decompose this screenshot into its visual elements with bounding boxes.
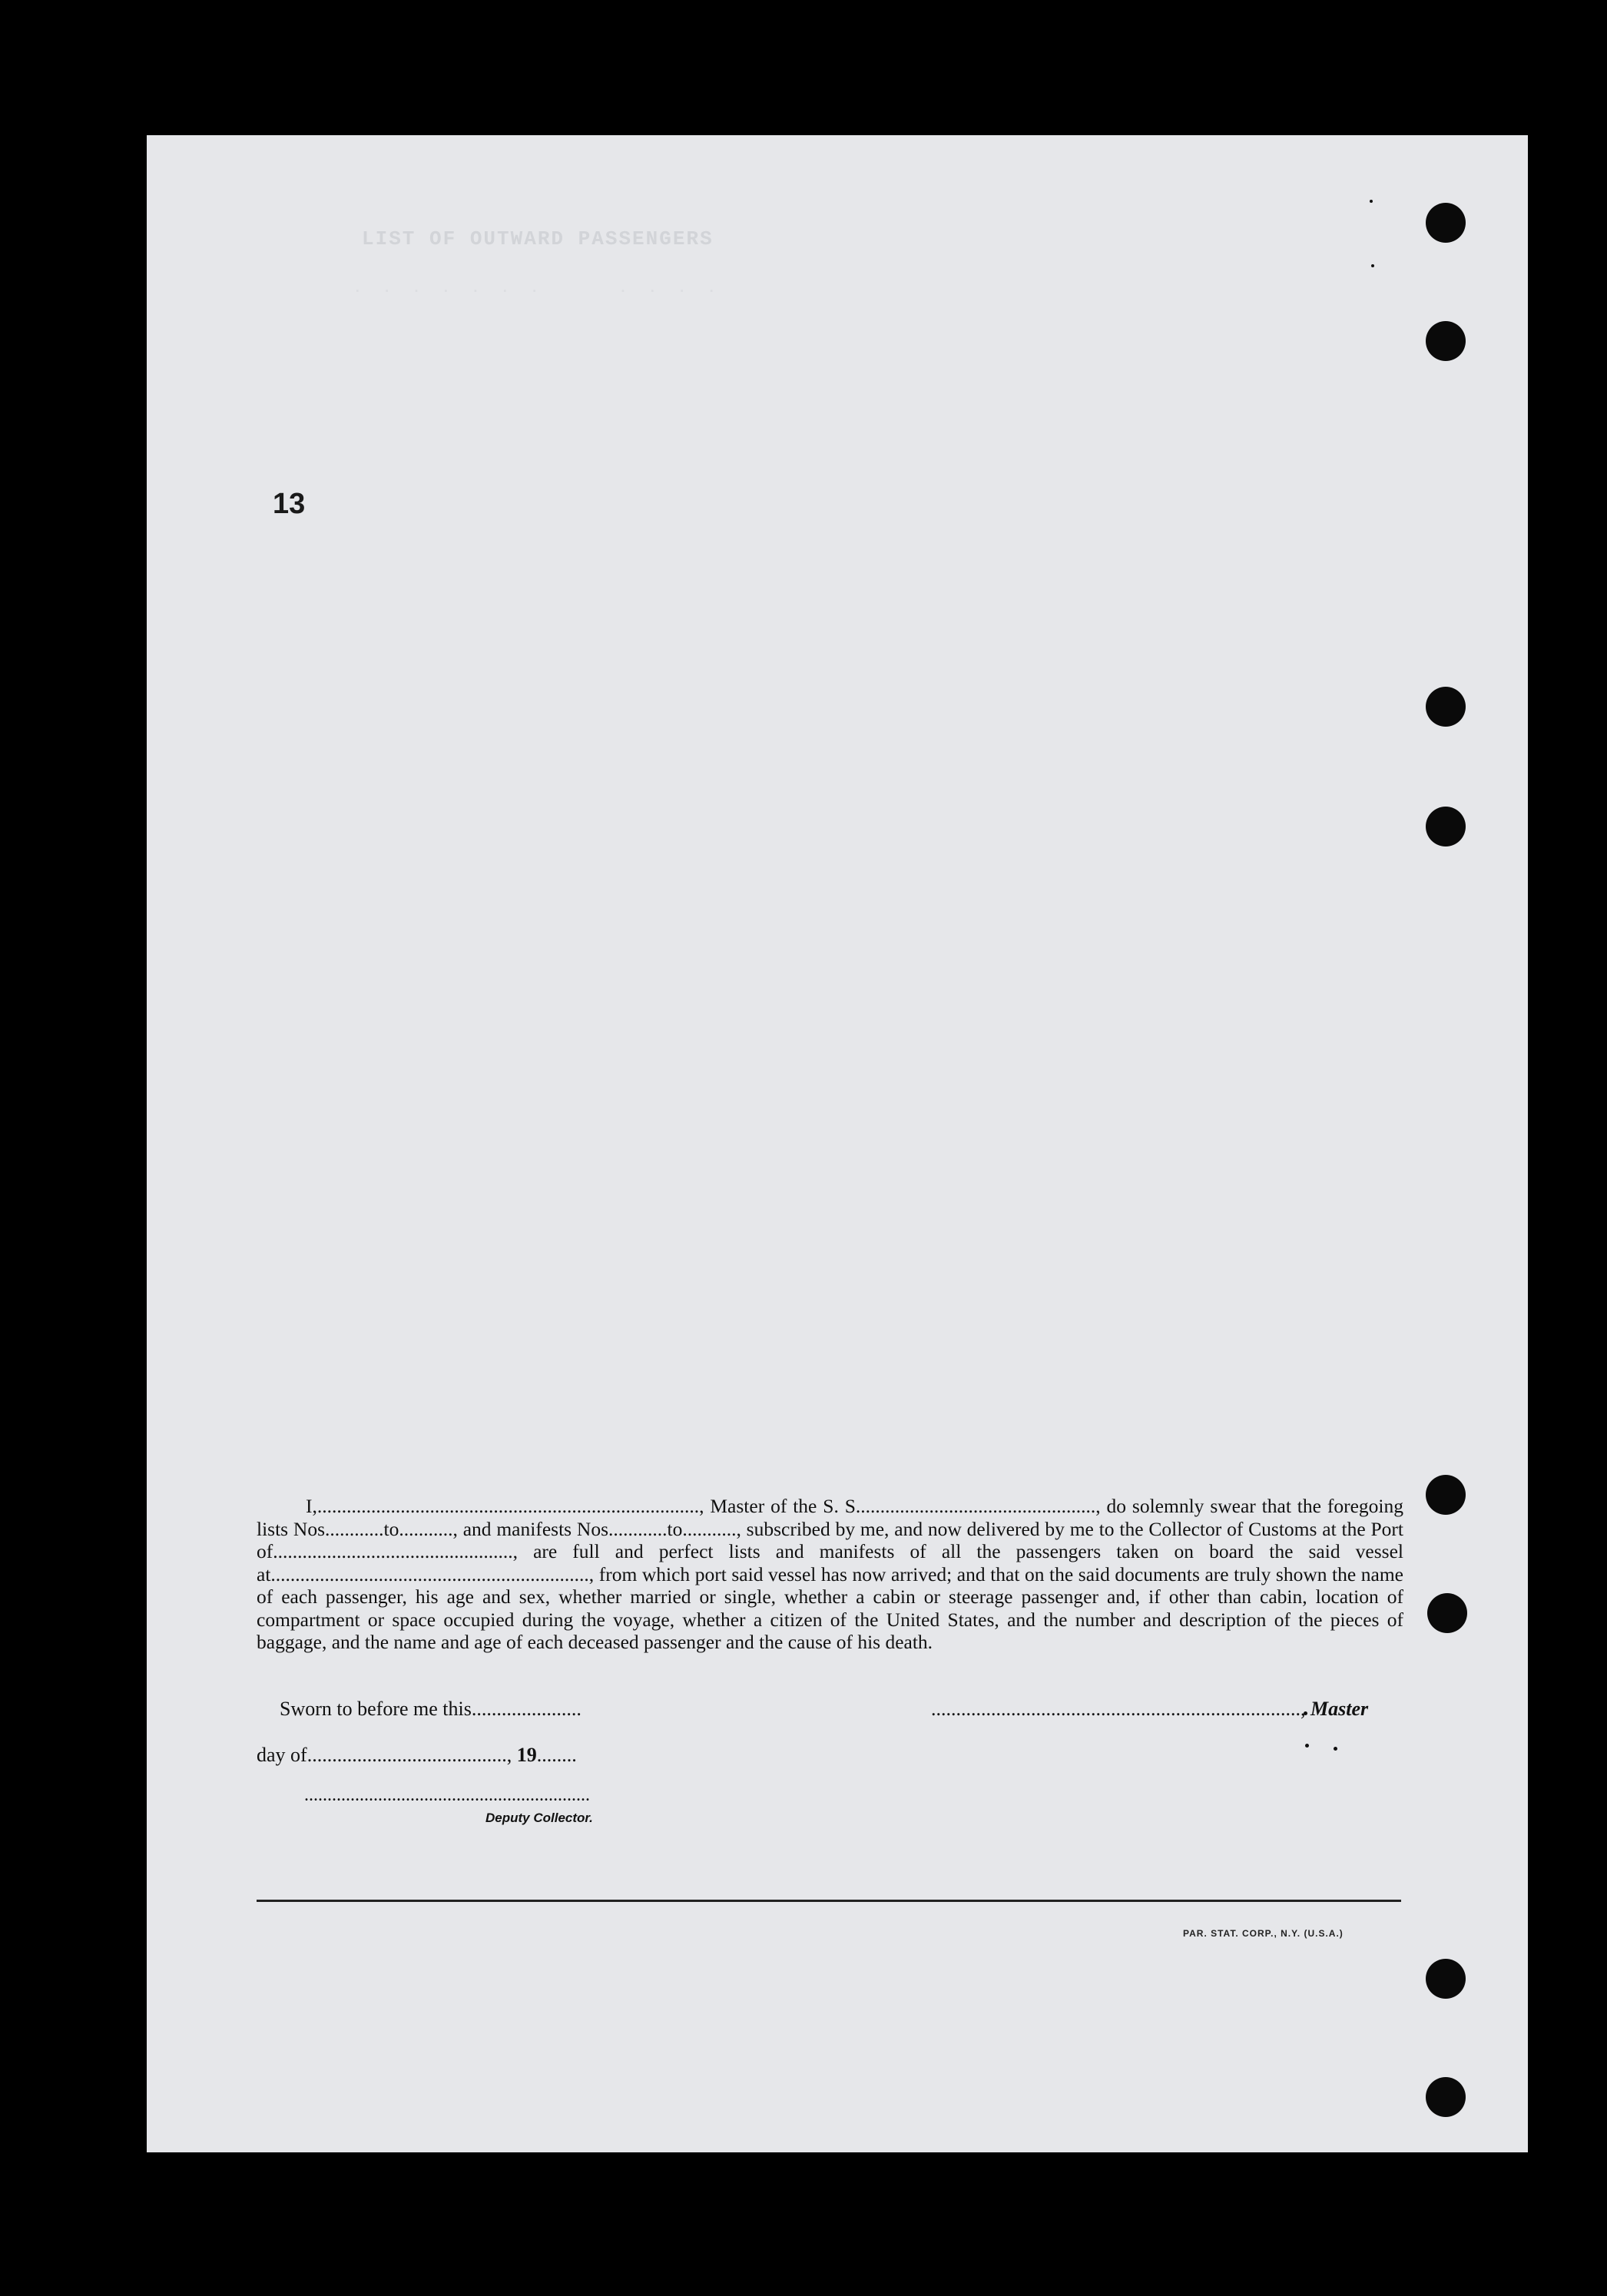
reverse-bleed-through: LIST OF OUTWARD PASSENGERS: [362, 227, 714, 250]
speck: [1334, 1747, 1337, 1751]
speck: [1370, 200, 1373, 203]
printer-imprint: PAR. STAT. CORP., N.Y. (U.S.A.): [1183, 1928, 1344, 1939]
binder-hole: [1426, 1475, 1466, 1515]
year-prefix: 19: [516, 1744, 537, 1766]
collector-signature-dots: ..............................................................: [304, 1785, 590, 1805]
oath-text: I,.............................................................................., Master of the S. S................................................., do solemnly swear that the foregoing lists Nos............to..........., and manifests Nos............to..........., subscribed by me, and now delivered by me to the Collector of Customs at the Port of................................................., are full and perfect lists and manifests of all the passengers taken on board the said vessel at................................................................., from which port said vessel has now arrived; and that on the said documents are truly shown the name of each passenger, his age and sex, whether married or single, whether a cabin or steerage passenger and, if other than cabin, location of compartment or space occupied during the voyage, whether a citizen of the United States, and the number and description of the pieces of baggage, and the name and age of each deceased passenger and the cause of his death.: [257, 1495, 1403, 1653]
day-of-line: [257, 1744, 577, 1767]
binder-hole: [1426, 203, 1466, 243]
master-signature-dots: ..........................................................................,: [931, 1698, 1310, 1720]
binder-hole: [1427, 1593, 1467, 1633]
day-of-text: day of........................................,: [257, 1744, 517, 1766]
binder-hole: [1426, 321, 1466, 361]
binder-hole: [1426, 1959, 1466, 1999]
binder-hole: [1426, 687, 1466, 727]
master-label: Master: [1310, 1698, 1369, 1720]
speck: [1371, 264, 1374, 267]
binder-hole: [1426, 807, 1466, 847]
binder-hole: [1426, 2077, 1466, 2117]
reverse-bleed-through-2: . . . . . . . . . . .: [147, 281, 717, 297]
sworn-before-line: Sworn to before me this......................: [280, 1698, 582, 1720]
master-signature-line: [931, 1698, 1368, 1721]
document-page: [147, 135, 1528, 2152]
page-number: 13: [273, 488, 306, 520]
speck: [1305, 1744, 1309, 1748]
deputy-collector-label: Deputy Collector.: [485, 1811, 593, 1825]
year-dots: ........: [536, 1744, 577, 1766]
footer-rule: [257, 1900, 1401, 1902]
master-oath-paragraph: [257, 1495, 1403, 1654]
